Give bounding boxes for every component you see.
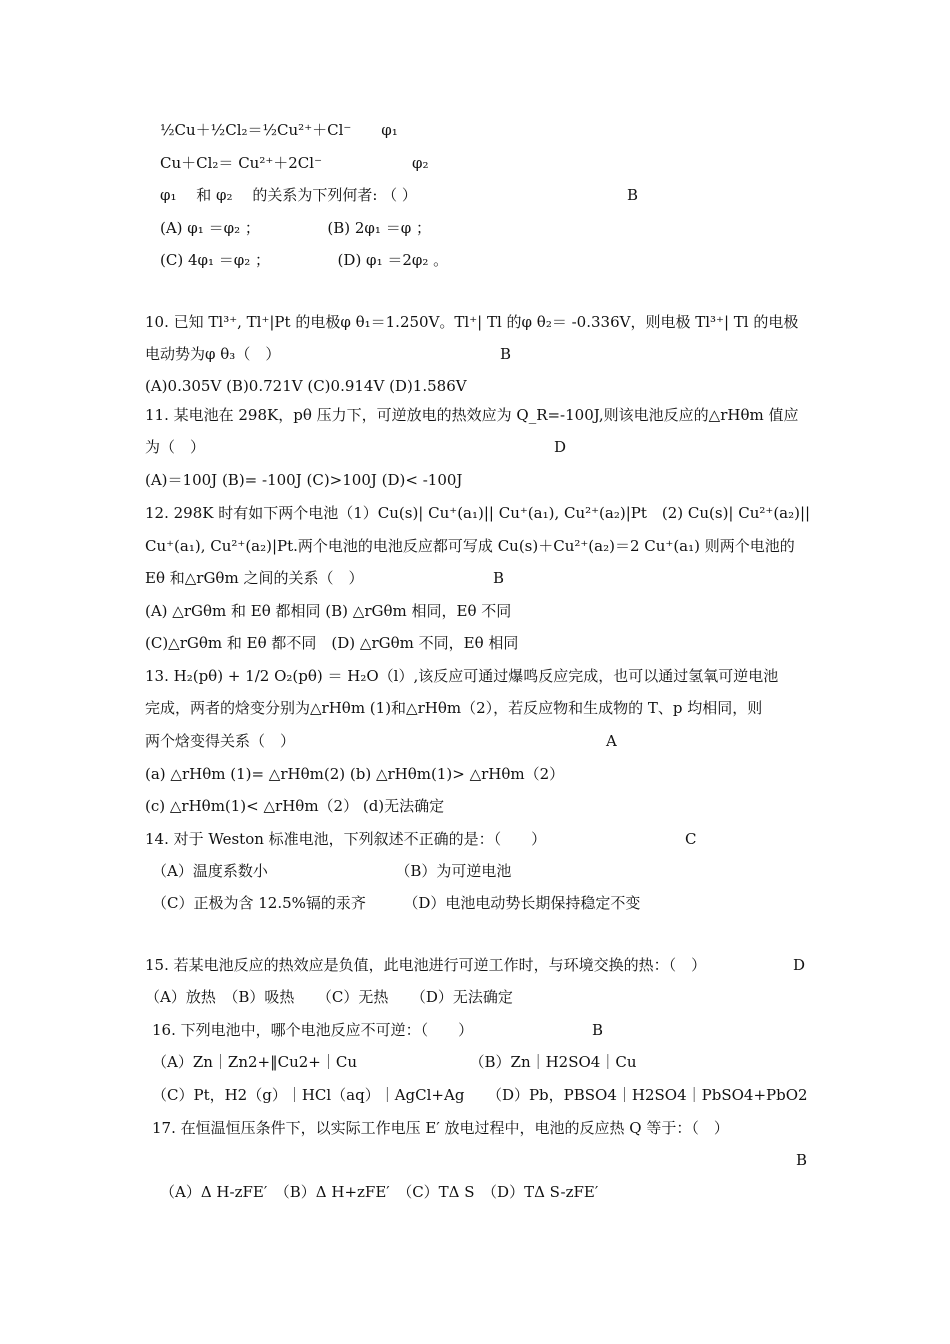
text-line: 17. 在恒温恒压条件下，以实际工作电压 E′ 放电过程中，电池的反应热 Q 等于：（ ） — [152, 1119, 729, 1137]
text-line: （A）温度系数小 （B）为可逆电池 — [152, 862, 512, 880]
text-line: φ₁ 和 φ₂ 的关系为下列何者: （ ） — [160, 186, 417, 204]
answer-key: D — [793, 956, 806, 974]
answer-key: B — [500, 345, 512, 363]
text-line: (C)△rGθm 和 Eθ 都不同 (D) △rGθm 不同，Eθ 相同 — [145, 634, 519, 652]
text-line: 12. 298K 时有如下两个电池（1）Cu(s)| Cu⁺(a₁)|| Cu⁺(a₁), Cu²⁺(a₂)|Pt (2) Cu(s)| Cu²⁺(a₂)|| — [145, 504, 811, 522]
text-line: (A)0.305V (B)0.721V (C)0.914V (D)1.586V — [145, 377, 467, 395]
text-line: (a) △rHθm (1)= △rHθm(2) (b) △rHθm(1)> △rHθm（2） — [145, 765, 565, 783]
text-line: Eθ 和△rGθm 之间的关系（ ） — [145, 569, 364, 587]
text-line: 完成，两者的焓变分别为△rHθm (1)和△rHθm（2），若反应物和生成物的 T、p 均相同，则 — [145, 699, 763, 717]
text-line: 10. 已知 Tl³⁺, Tl⁺|Pt 的电极φ θ₁＝1.250V。Tl⁺| Tl 的φ θ₂＝ -0.336V，则电极 Tl³⁺| Tl 的电极 — [145, 313, 799, 331]
text-line: 15. 若某电池反应的热效应是负值，此电池进行可逆工作时，与环境交换的热：（ ） — [145, 956, 707, 974]
text-line: Cu⁺(a₁), Cu²⁺(a₂)|Pt.两个电池的电池反应都可写成 Cu(s)＋Cu²⁺(a₂)＝2 Cu⁺(a₁) 则两个电池的 — [145, 537, 795, 555]
answer-key: C — [685, 830, 697, 848]
text-line: 16. 下列电池中，哪个电池反应不可逆：（ ） — [152, 1021, 474, 1039]
text-line: (A) φ₁ ＝φ₂ ； (B) 2φ₁ ＝φ ； — [160, 219, 431, 237]
text-line: （A）Δ H-zFE′ （B）Δ H+zFE′ （C）TΔ S （D）TΔ S-zFE′ — [160, 1183, 599, 1201]
text-line: Cu＋Cl₂＝ Cu²⁺＋2Cl⁻ φ₂ — [160, 154, 429, 172]
text-line: (A) △rGθm 和 Eθ 都相同 (B) △rGθm 相同，Eθ 不同 — [145, 602, 512, 620]
text-line: （C）正极为含 12.5%镉的汞齐 （D）电池电动势长期保持稳定不变 — [152, 894, 641, 912]
text-line: (c) △rHθm(1)< △rHθm（2） (d)无法确定 — [145, 797, 445, 815]
text-line: 13. H₂(pθ) + 1/2 O₂(pθ) ＝ H₂O（l）,该反应可通过爆鸣反应完成，也可以通过氢氧可逆电池 — [145, 667, 779, 685]
text-line: 两个焓变得关系（ ） — [145, 732, 296, 750]
text-line: 14. 对于 Weston 标准电池，下列叙述不正确的是：（ ） — [145, 830, 547, 848]
text-line: (A)＝100J (B)= -100J (C)>100J (D)< -100J — [145, 471, 463, 489]
text-line: （A）放热 （B）吸热 （C）无热 （D）无法确定 — [145, 988, 513, 1006]
text-line: 为（ ） — [145, 438, 206, 456]
answer-key: A — [606, 732, 617, 750]
answer-key: B — [796, 1151, 808, 1169]
text-line: （C）Pt，H2（g）｜HCl（aq）｜AgCl+Ag （D）Pb，PBSO4｜H2SO4｜PbSO4+PbO2 — [152, 1086, 808, 1104]
answer-key: B — [627, 186, 639, 204]
answer-key: D — [554, 438, 567, 456]
text-line: ½Cu＋½Cl₂＝½Cu²⁺＋Cl⁻ φ₁ — [160, 121, 398, 139]
answer-key: B — [592, 1021, 604, 1039]
text-line: （A）Zn｜Zn2+‖Cu2+｜Cu （B）Zn｜H2SO4｜Cu — [152, 1053, 637, 1071]
answer-key: B — [493, 569, 505, 587]
text-line: 11. 某电池在 298K，pθ 压力下，可逆放电的热效应为 Q_R=-100J,则该电池反应的△rHθm 值应 — [145, 406, 799, 424]
text-line: (C) 4φ₁ ＝φ₂ ； (D) φ₁ ＝2φ₂ 。 — [160, 251, 449, 269]
text-line: 电动势为φ θ₃（ ） — [145, 345, 281, 363]
